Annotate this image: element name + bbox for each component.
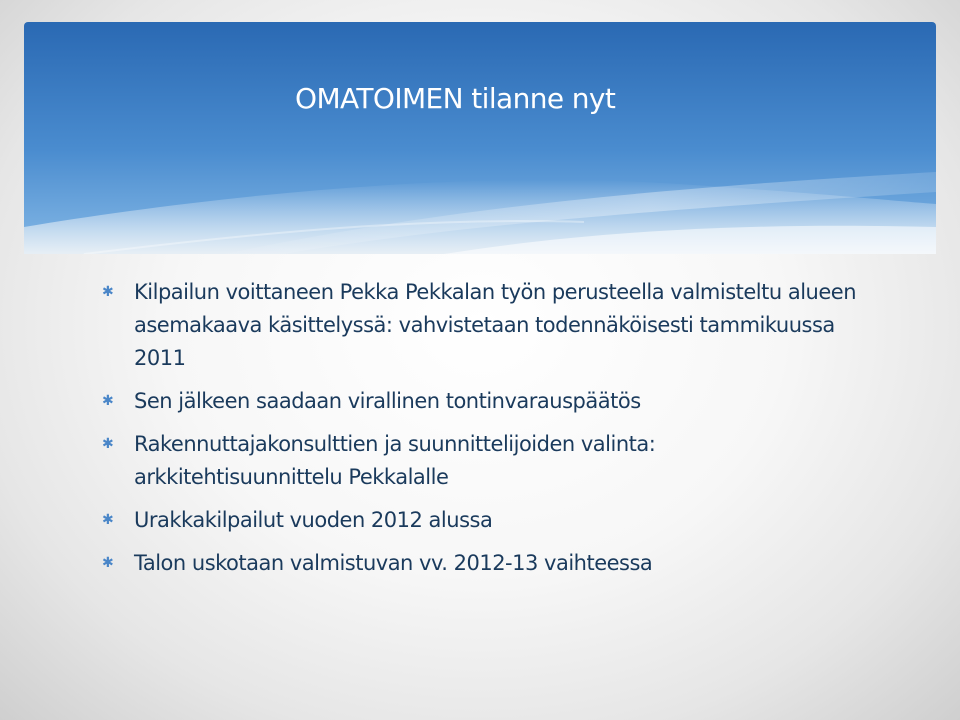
asterisk-bullet-icon: ✱: [102, 555, 114, 571]
bullet-text: Talon uskotaan valmistuvan vv. 2012-13 vaihteessa: [134, 551, 653, 575]
slide-title: OMATOIMEN tilanne nyt: [295, 82, 616, 115]
bullet-item: [96, 428, 856, 494]
bullet-item: [96, 547, 856, 580]
banner-background: [24, 22, 936, 254]
bullet-item: [96, 504, 856, 537]
asterisk-bullet-icon: ✱: [102, 393, 114, 409]
bullet-text: Kilpailun voittaneen Pekka Pekkalan työn perusteella valmisteltu alueen asemakaava käsittelyssä: vahvistetaan todennäköisesti tammikuussa 2011: [134, 280, 857, 370]
asterisk-bullet-icon: ✱: [102, 284, 114, 300]
asterisk-bullet-icon: ✱: [102, 436, 114, 452]
bullet-item: [96, 385, 856, 418]
bullet-item: [96, 276, 856, 375]
bullet-text: Sen jälkeen saadaan virallinen tontinvarauspäätös: [134, 389, 641, 413]
title-banner: [24, 22, 936, 254]
bullet-list: [96, 276, 856, 590]
asterisk-bullet-icon: ✱: [102, 512, 114, 528]
bullet-text: Urakkakilpailut vuoden 2012 alussa: [134, 508, 493, 532]
bullet-text: Rakennuttajakonsulttien ja suunnittelijoiden valinta: arkkitehtisuunnittelu Pekkalalle: [134, 432, 656, 489]
